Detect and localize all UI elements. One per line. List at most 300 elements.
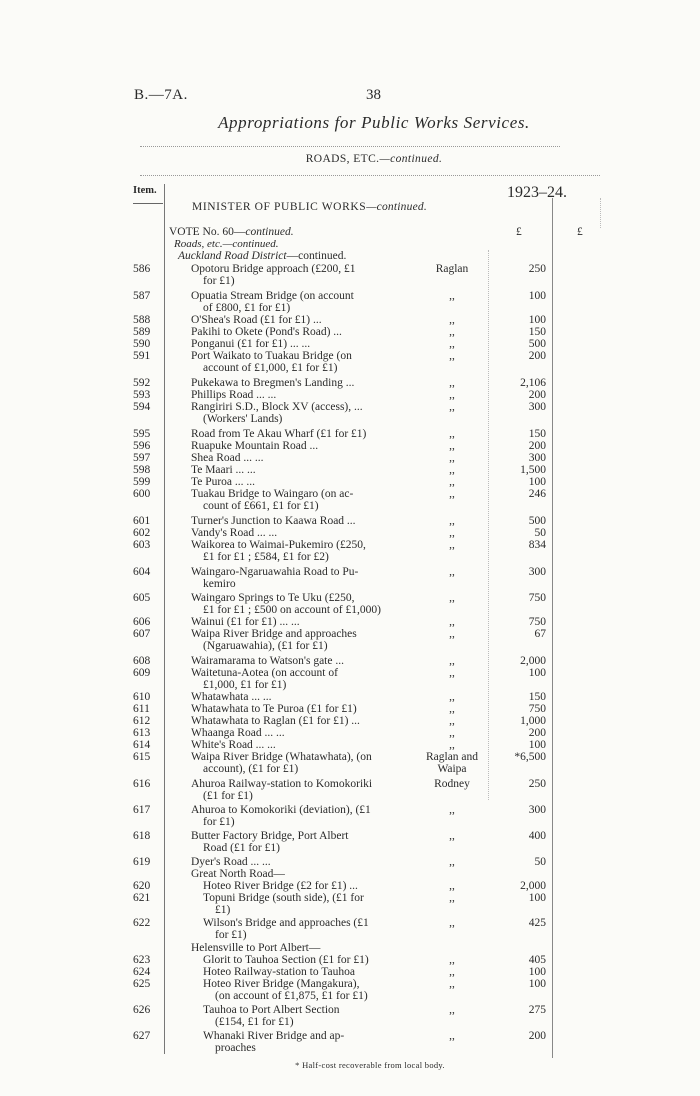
district-line: ,,	[449, 350, 455, 362]
page-number: 38	[366, 87, 381, 103]
item-description	[191, 751, 409, 775]
item-number: 626	[133, 1004, 151, 1016]
district-line: ,,	[449, 290, 455, 302]
description-line: £1 for £1 ; £500 on account of £1,000)	[203, 604, 381, 617]
item-description	[191, 778, 409, 802]
district-name	[420, 751, 484, 775]
district-line: ,,	[449, 703, 455, 715]
district-line: ,,	[449, 476, 455, 488]
description-line: (on account of £1,875, £1 for £1)	[215, 990, 368, 1003]
district-line: ,,	[449, 691, 455, 703]
district-line: ,,	[449, 464, 455, 476]
description-line: Rangiriri S.D., Block XV (access), ...	[191, 401, 363, 413]
item-description	[191, 566, 409, 590]
district-line: ,,	[449, 616, 455, 628]
amount: 300	[528, 566, 546, 578]
district-line: ,,	[449, 539, 455, 551]
item-number: 612	[133, 715, 151, 727]
item-number: 608	[133, 655, 151, 667]
district-line: ,,	[449, 966, 455, 978]
district-name	[420, 856, 484, 868]
item-number: 620	[133, 880, 151, 892]
item-number: 611	[133, 703, 150, 715]
district-name	[420, 655, 484, 667]
description-line: Ponganui (£1 for £1) ... ...	[191, 338, 311, 350]
item-description	[191, 942, 409, 954]
description-line: Phillips Road ... ...	[191, 389, 277, 401]
item-description	[191, 440, 409, 452]
description-line: Whatawhata to Te Puroa (£1 for £1)	[191, 703, 357, 715]
district-line: ,,	[449, 917, 455, 929]
description-line: Opotoru Bridge approach (£200, £1	[191, 263, 356, 275]
amount: 150	[528, 428, 546, 440]
amount: 67	[534, 628, 546, 640]
description-line: Hoteo River Bridge (Mangakura),	[203, 978, 360, 990]
minister-suffix: —continued.	[366, 201, 427, 213]
district-line: Rodney	[434, 778, 470, 790]
district-name	[420, 476, 484, 488]
item-description	[203, 880, 409, 892]
item-number: 590	[133, 338, 151, 350]
item-number: 607	[133, 628, 151, 640]
amount: 100	[528, 966, 546, 978]
amount: 300	[528, 452, 546, 464]
description-line: Wairamarama to Watson's gate ...	[191, 655, 344, 667]
column-divider	[488, 250, 489, 800]
item-number: 586	[133, 263, 151, 275]
description-line: Waikorea to Waimai-Pukemiro (£250,	[191, 539, 366, 551]
amount: 50	[534, 527, 546, 539]
description-line: Helensville to Port Albert—	[191, 942, 321, 954]
item-number: 619	[133, 856, 151, 868]
item-description	[203, 892, 409, 916]
description-line: £1)	[215, 904, 231, 917]
minister-heading	[192, 201, 427, 213]
description-line: Whanaki River Bridge and ap-	[203, 1030, 345, 1042]
district-line: ,,	[449, 527, 455, 539]
description-line: Waipa River Bridge and approaches	[191, 628, 357, 640]
item-number: 591	[133, 350, 151, 362]
item-number: 598	[133, 464, 151, 476]
amount: 834	[528, 539, 546, 551]
section-suffix: —continued.	[379, 153, 443, 165]
item-description	[191, 263, 409, 287]
description-line: Waipa River Bridge (Whatawhata), (on	[191, 751, 372, 763]
district-name	[420, 539, 484, 551]
district-suffix: —continued.	[286, 250, 347, 262]
description-line: Waitetuna-Aotea (on account of	[191, 667, 338, 679]
item-number: 623	[133, 954, 151, 966]
district-name	[420, 566, 484, 578]
district-name	[420, 326, 484, 338]
district-name	[420, 739, 484, 751]
amount: 100	[528, 739, 546, 751]
district-name	[420, 616, 484, 628]
item-number: 627	[133, 1030, 151, 1042]
district-line: ,,	[449, 592, 455, 604]
district-line: ,,	[449, 978, 455, 990]
district-line: ,,	[449, 667, 455, 679]
item-description	[191, 338, 409, 350]
item-number: 603	[133, 539, 151, 551]
district-line: ,,	[449, 440, 455, 452]
description-line: Wilson's Bridge and approaches (£1	[203, 917, 369, 929]
district-line: ,,	[449, 804, 455, 816]
item-number: 601	[133, 515, 151, 527]
district-name	[420, 452, 484, 464]
item-number: 594	[133, 401, 151, 413]
district-line: ,,	[449, 892, 455, 904]
amount: 250	[528, 778, 546, 790]
item-header-rule	[133, 203, 163, 204]
item-number: 587	[133, 290, 151, 302]
amount: 200	[528, 1030, 546, 1042]
item-description	[191, 703, 409, 715]
item-description	[191, 377, 409, 389]
item-description	[191, 691, 409, 703]
roads-subheading: Roads, etc.—continued.	[174, 238, 279, 250]
amount: 300	[528, 401, 546, 413]
district-name	[420, 703, 484, 715]
district-name	[420, 1030, 484, 1042]
district-name	[420, 727, 484, 739]
district-name	[420, 464, 484, 476]
amount: 500	[528, 515, 546, 527]
amount: 50	[534, 856, 546, 868]
district-line: ,,	[449, 830, 455, 842]
description-line: Pukekawa to Bregmen's Landing ...	[191, 377, 355, 389]
document-reference: B.—7A.	[134, 87, 188, 103]
district-name	[420, 628, 484, 640]
item-number: 610	[133, 691, 151, 703]
item-number: 609	[133, 667, 151, 679]
district-name	[420, 389, 484, 401]
description-line: Ruapuke Mountain Road ...	[191, 440, 319, 452]
item-description	[191, 527, 409, 539]
description-line: Hoteo River Bridge (£2 for £1) ...	[203, 880, 358, 892]
item-description	[191, 290, 409, 314]
description-line: Butter Factory Bridge, Port Albert	[191, 830, 349, 842]
item-description	[203, 1004, 409, 1028]
description-line: Ahuroa to Komokoriki (deviation), (£1	[191, 804, 371, 816]
district-name	[420, 428, 484, 440]
item-description	[191, 350, 409, 374]
item-number: 614	[133, 739, 151, 751]
description-line: count of £661, £1 for £1)	[203, 500, 319, 513]
amount: 100	[528, 290, 546, 302]
column-divider	[600, 198, 601, 228]
district-line: ,,	[449, 655, 455, 667]
item-description	[191, 326, 409, 338]
district-name	[420, 290, 484, 302]
description-line: for £1)	[203, 275, 235, 288]
amount: 405	[528, 954, 546, 966]
description-line: Port Waikato to Tuakau Bridge (on	[191, 350, 352, 362]
district-line: ,,	[449, 428, 455, 440]
item-description	[191, 628, 409, 652]
item-number: 602	[133, 527, 151, 539]
footnote: * Half-cost recoverable from local body.	[295, 1060, 445, 1070]
description-line: £1 for £1 ; £584, £1 for £2)	[203, 551, 329, 564]
description-line: account of £1,000, £1 for £1)	[203, 362, 338, 375]
description-line: Whaanga Road ... ...	[191, 727, 285, 739]
currency-symbol: £	[577, 226, 583, 238]
description-line: Wainui (£1 for £1) ... ...	[191, 616, 300, 628]
item-number: 624	[133, 966, 151, 978]
district-name	[420, 263, 484, 275]
description-line: (Workers' Lands)	[203, 413, 283, 426]
amount: 2,000	[520, 655, 546, 667]
district-name	[420, 314, 484, 326]
district-line: ,,	[449, 954, 455, 966]
item-number: 597	[133, 452, 151, 464]
item-number: 599	[133, 476, 151, 488]
district-name	[420, 892, 484, 904]
item-description	[203, 978, 409, 1002]
title-rule	[140, 146, 560, 147]
district-line: ,,	[449, 856, 455, 868]
item-description	[191, 616, 409, 628]
district-line: ,,	[449, 1030, 455, 1042]
description-line: Road from Te Akau Wharf (£1 for £1)	[191, 428, 367, 440]
amount: 100	[528, 667, 546, 679]
district-line: ,,	[449, 628, 455, 640]
description-line: Dyer's Road ... ...	[191, 856, 271, 868]
district-name	[420, 715, 484, 727]
amount: 425	[528, 917, 546, 929]
district-name	[420, 377, 484, 389]
amount: *6,500	[514, 751, 546, 763]
description-line: (Ngaruawahia), (£1 for £1)	[203, 640, 328, 653]
description-line: Opuatia Stream Bridge (on account	[191, 290, 354, 302]
amount: 250	[528, 263, 546, 275]
amount: 1,500	[520, 464, 546, 476]
item-number: 605	[133, 592, 151, 604]
district-name	[420, 515, 484, 527]
description-line: Vandy's Road ... ...	[191, 527, 278, 539]
amount: 100	[528, 476, 546, 488]
item-number: 613	[133, 727, 151, 739]
description-line: £1,000, £1 for £1)	[203, 679, 287, 692]
description-line: of £800, £1 for £1)	[203, 302, 291, 315]
description-line: (£1 for £1)	[203, 790, 253, 803]
column-divider	[552, 198, 553, 1058]
district-line: ,,	[449, 515, 455, 527]
amount: 100	[528, 978, 546, 990]
amount: 500	[528, 338, 546, 350]
district-name	[420, 880, 484, 892]
minister-title: MINISTER OF PUBLIC WORKS	[192, 201, 367, 213]
district-line: ,,	[449, 314, 455, 326]
district-line: ,,	[449, 326, 455, 338]
district-line: Raglan and	[425, 751, 479, 763]
district-line: Waipa	[437, 763, 467, 776]
item-number: 617	[133, 804, 151, 816]
item-description	[191, 401, 409, 425]
description-line: Waingaro-Ngaruawahia Road to Pu-	[191, 566, 359, 578]
description-line: Shea Road ... ...	[191, 452, 264, 464]
currency-symbol: £	[516, 226, 522, 238]
description-line: for £1)	[215, 929, 247, 942]
item-description	[203, 954, 409, 966]
item-description	[191, 515, 409, 527]
item-description	[191, 655, 409, 667]
district-line: ,,	[449, 1004, 455, 1016]
district-name	[420, 401, 484, 413]
description-line: White's Road ... ...	[191, 739, 276, 751]
district-line: ,,	[449, 401, 455, 413]
district-name	[420, 830, 484, 842]
description-line: for £1)	[203, 816, 235, 829]
description-line: (£154, £1 for £1)	[215, 1016, 294, 1029]
district-line: ,,	[449, 739, 455, 751]
district-name	[420, 592, 484, 604]
description-line: Whatawhata to Raglan (£1 for £1) ...	[191, 715, 360, 727]
amount: 150	[528, 326, 546, 338]
item-number: 588	[133, 314, 151, 326]
district-name	[420, 804, 484, 816]
item-number: 615	[133, 751, 151, 763]
item-description	[191, 539, 409, 563]
amount: 100	[528, 892, 546, 904]
item-number: 616	[133, 778, 151, 790]
item-description	[191, 868, 409, 880]
district-line: ,,	[449, 338, 455, 350]
item-description	[191, 452, 409, 464]
vote-heading	[169, 226, 294, 238]
district-line: ,,	[449, 880, 455, 892]
amount: 750	[528, 703, 546, 715]
column-divider	[164, 184, 165, 1054]
district-name	[420, 488, 484, 500]
district-name	[420, 778, 484, 790]
item-description	[191, 314, 409, 326]
district-line: ,,	[449, 452, 455, 464]
description-line: Whatawhata ... ...	[191, 691, 272, 703]
description-line: Ahuroa Railway-station to Komokoriki	[191, 778, 373, 790]
amount: 150	[528, 691, 546, 703]
amount: 200	[528, 727, 546, 739]
item-number: 618	[133, 830, 151, 842]
description-line: proaches	[215, 1042, 256, 1055]
item-number: 592	[133, 377, 151, 389]
amount: 750	[528, 592, 546, 604]
description-line: Te Puroa ... ...	[191, 476, 256, 488]
description-line: account), (£1 for £1)	[203, 763, 299, 776]
item-description	[191, 592, 409, 616]
district-name	[420, 966, 484, 978]
description-line: Turner's Junction to Kaawa Road ...	[191, 515, 356, 527]
description-line: Hoteo Railway-station to Tauhoa	[203, 966, 355, 978]
item-column-header: Item.	[133, 185, 157, 196]
district-name	[420, 978, 484, 990]
item-number: 625	[133, 978, 151, 990]
description-line: O'Shea's Road (£1 for £1) ...	[191, 314, 322, 326]
amount: 275	[528, 1004, 546, 1016]
amount: 2,106	[520, 377, 546, 389]
item-description	[191, 804, 409, 828]
item-number: 622	[133, 917, 151, 929]
section-rule	[140, 175, 600, 176]
amount: 2,000	[520, 880, 546, 892]
district-line: ,,	[449, 727, 455, 739]
district-name	[420, 667, 484, 679]
item-description	[191, 667, 409, 691]
item-description	[191, 715, 409, 727]
item-description	[203, 1030, 409, 1054]
amount: 400	[528, 830, 546, 842]
description-line: Pakihi to Okete (Pond's Road) ...	[191, 326, 342, 338]
district-name	[420, 527, 484, 539]
amount: 246	[528, 488, 546, 500]
item-number: 604	[133, 566, 151, 578]
item-number: 596	[133, 440, 151, 452]
district-line: ,,	[449, 566, 455, 578]
district-name	[420, 954, 484, 966]
item-description	[191, 727, 409, 739]
item-number: 595	[133, 428, 151, 440]
item-description	[191, 428, 409, 440]
item-description	[203, 966, 409, 978]
item-description	[191, 739, 409, 751]
amount: 200	[528, 440, 546, 452]
page-title: Appropriations for Public Works Services.	[218, 113, 530, 132]
amount: 200	[528, 389, 546, 401]
amount: 100	[528, 314, 546, 326]
item-description	[191, 476, 409, 488]
item-number: 606	[133, 616, 151, 628]
description-line: Road (£1 for £1)	[203, 842, 280, 855]
item-description	[191, 389, 409, 401]
amount: 300	[528, 804, 546, 816]
item-number: 600	[133, 488, 151, 500]
section-heading	[0, 153, 700, 165]
amount: 200	[528, 350, 546, 362]
vote-suffix: continued.	[245, 226, 294, 238]
item-description	[203, 917, 409, 941]
vote-title: VOTE No. 60—	[169, 226, 246, 238]
description-line: kemiro	[203, 578, 236, 591]
district-line: ,,	[449, 377, 455, 389]
description-line: Great North Road—	[191, 868, 285, 880]
district-name	[420, 691, 484, 703]
section-title: ROADS, ETC.	[305, 153, 380, 165]
district-name	[420, 440, 484, 452]
description-line: Topuni Bridge (south side), (£1 for	[203, 892, 364, 904]
item-description	[191, 830, 409, 854]
item-description	[191, 856, 409, 868]
description-line: Waingaro Springs to Te Uku (£250,	[191, 592, 355, 604]
district-name	[420, 1004, 484, 1016]
district-heading	[178, 250, 346, 262]
item-number: 593	[133, 389, 151, 401]
amount: 1,000	[520, 715, 546, 727]
district-name	[420, 350, 484, 362]
amount: 750	[528, 616, 546, 628]
district-line: ,,	[449, 715, 455, 727]
description-line: Glorit to Tauhoa Section (£1 for £1)	[203, 954, 369, 966]
district-name	[420, 917, 484, 929]
description-line: Te Maari ... ...	[191, 464, 256, 476]
district-line: ,,	[449, 488, 455, 500]
district-line: Raglan	[435, 263, 469, 275]
description-line: Tuakau Bridge to Waingaro (on ac-	[191, 488, 354, 500]
item-number: 589	[133, 326, 151, 338]
district-line: ,,	[449, 389, 455, 401]
district-name	[420, 338, 484, 350]
description-line: Tauhoa to Port Albert Section	[203, 1004, 340, 1016]
item-number: 621	[133, 892, 151, 904]
